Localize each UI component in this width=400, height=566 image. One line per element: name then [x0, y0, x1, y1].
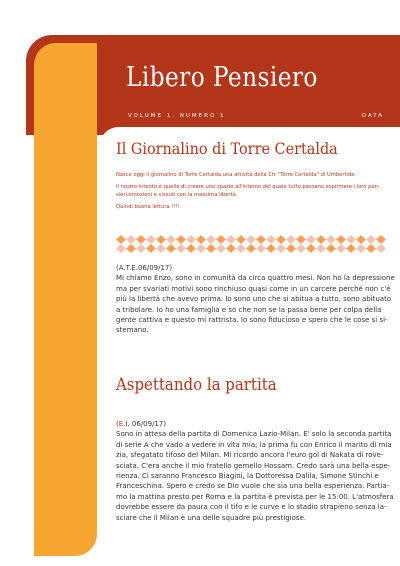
- diamond-shape: [116, 244, 126, 253]
- diamond-shape: [256, 244, 266, 253]
- diamond-shape: [176, 244, 186, 253]
- diamond-shape: [216, 244, 226, 253]
- article2-body-line: sciata. C'era anche il mio fratello gemello Hossam. Credo sarà una bella espe-: [116, 461, 391, 470]
- diamond-shape: [156, 244, 166, 253]
- diamond-shape: [126, 235, 136, 244]
- diamond-shape: [266, 244, 276, 253]
- diamond-shape: [316, 235, 326, 244]
- diamond-shape: [336, 244, 346, 253]
- diamond-shape: [356, 235, 366, 244]
- diamond-shape: [216, 235, 226, 244]
- diamond-shape: [356, 244, 366, 253]
- diamond-shape: [276, 235, 286, 244]
- diamond-shape: [256, 235, 266, 244]
- article1-body-line: a tribolare. Io ho una famiglia e so che non se la passa bene per colpa della: [116, 305, 382, 314]
- article2-body-line: dovrebbe essere da paura con il tifo e le curve e lo stadio strapieno senza la-: [116, 503, 387, 512]
- volume-number: VOLUME 1, NUMERO 1: [128, 113, 226, 119]
- diamond-shape: [376, 235, 386, 244]
- article1-body-line: stemano.: [116, 326, 149, 335]
- article2-body-line: Franceschina. Spero e credo se Dio vuole che sia una bella esperienza. Partia-: [116, 482, 390, 491]
- article2-body-line: zia, sfegatato tifoso del Milan. Mi ricordo ancora l'euro gol di Nakata di rove-: [116, 451, 384, 460]
- diamond-shape: [246, 235, 256, 244]
- article1-title: Il Giornalino di Torre Certalda: [116, 139, 338, 158]
- article2-title: Aspettando la partita: [116, 375, 277, 395]
- diamond-shape: [156, 235, 166, 244]
- article2-body-line: Sono in attesa della partita di Domenica Lazio-Milan. E' solo la seconda partita: [116, 430, 392, 439]
- byline-open: (: [116, 420, 119, 428]
- diamond-shape: [196, 244, 206, 253]
- article1-body-line: ma per svariati motivi sono rinchiuso quasi come in un carcere perché non c'è: [116, 284, 391, 293]
- article1-byline: (A.T.E.06/09/17): [116, 264, 173, 272]
- diamond-shape: [316, 244, 326, 253]
- diamond-shape: [186, 244, 196, 253]
- byline-rest: I. 06/09/17): [125, 420, 167, 428]
- diamond-shape: [346, 244, 356, 253]
- diamond-shape: [326, 244, 336, 253]
- diamond-shape: [296, 244, 306, 253]
- article2-body-line: rienza. Ci saranno Francesco Biagini, la Dottoressa Dalila, Simone Stinchi e: [116, 472, 379, 481]
- article1-body-line: più la libertà che avevo prima. Io sono uno che si abitua a tutto, sono abituato: [116, 295, 392, 304]
- diamond-shape: [346, 235, 356, 244]
- diamond-shape: [206, 244, 216, 253]
- diamond-shape: [126, 244, 136, 253]
- diamond-shape: [206, 235, 216, 244]
- diamond-shape: [236, 244, 246, 253]
- diamond-shape: [366, 235, 376, 244]
- left-sidebar-panel: [34, 43, 97, 556]
- diamond-shape: [186, 235, 196, 244]
- article2-body-line: sciare che il Milan è una delle squadre più prestigiose.: [116, 513, 307, 522]
- intro-line: sieri,emozioni e vissuti con la massima libertà.: [116, 192, 238, 198]
- article2-body-line: di serie A che vado a vedere in vita mia; la prima fu con Enrico il marito di mia: [116, 440, 392, 449]
- diamond-shape: [306, 235, 316, 244]
- article1-body-line: Mi chiamo Enzo, sono in comunità da circa quattro mesi. Non ho la depressione: [116, 274, 395, 283]
- article2-body: [116, 419, 392, 523]
- diamond-shape: [326, 235, 336, 244]
- diamond-shape: [376, 244, 386, 253]
- diamond-shape: [366, 244, 376, 253]
- masthead-title: Libero Pensiero: [126, 62, 318, 93]
- diamond-shape: [166, 235, 176, 244]
- article1-body: [116, 263, 395, 336]
- diamond-shape: [266, 235, 276, 244]
- diamond-shape: [146, 235, 156, 244]
- intro-line: Nasce oggi il giornalino di Torre Certalda,una attività della Ctr "Torre Certalda" di Umbertide.: [116, 172, 357, 178]
- diamond-shape: [226, 244, 236, 253]
- diamond-shape: [176, 235, 186, 244]
- diamond-shape: [196, 235, 206, 244]
- diamond-shape: [226, 235, 236, 244]
- article1-body-line: gente cattiva e questo mi rattrista. Io sono fiducioso e spero che le cose si si-: [116, 316, 388, 325]
- diamond-shape: [136, 244, 146, 253]
- diamond-shape: [286, 235, 296, 244]
- diamond-shape: [306, 244, 316, 253]
- date-label: DATA: [361, 113, 384, 119]
- diamond-shape: [246, 244, 256, 253]
- article2-byline: [116, 419, 392, 429]
- diamond-shape: [276, 244, 286, 253]
- diamond-shape: [166, 244, 176, 253]
- article2-body-line: mo la mattina presto per Roma e la partita è prevista per le 15:00. L'atmosfera: [116, 492, 394, 501]
- diamond-shape: [146, 244, 156, 253]
- diamond-shape: [136, 235, 146, 244]
- diamond-shape: [116, 235, 126, 244]
- diamond-shape: [236, 235, 246, 244]
- diamond-divider: [116, 235, 388, 253]
- intro-line: Quindi buona lettura !!!!: [116, 204, 180, 210]
- diamond-shape: [296, 235, 306, 244]
- intro-line: Il nostro intento è quello di creare uno spazio all'interno del quale tutto possano esprimere i loro pen-: [116, 184, 380, 190]
- byline-initials: E.: [118, 420, 126, 428]
- diamond-shape: [286, 244, 296, 253]
- diamond-shape: [336, 235, 346, 244]
